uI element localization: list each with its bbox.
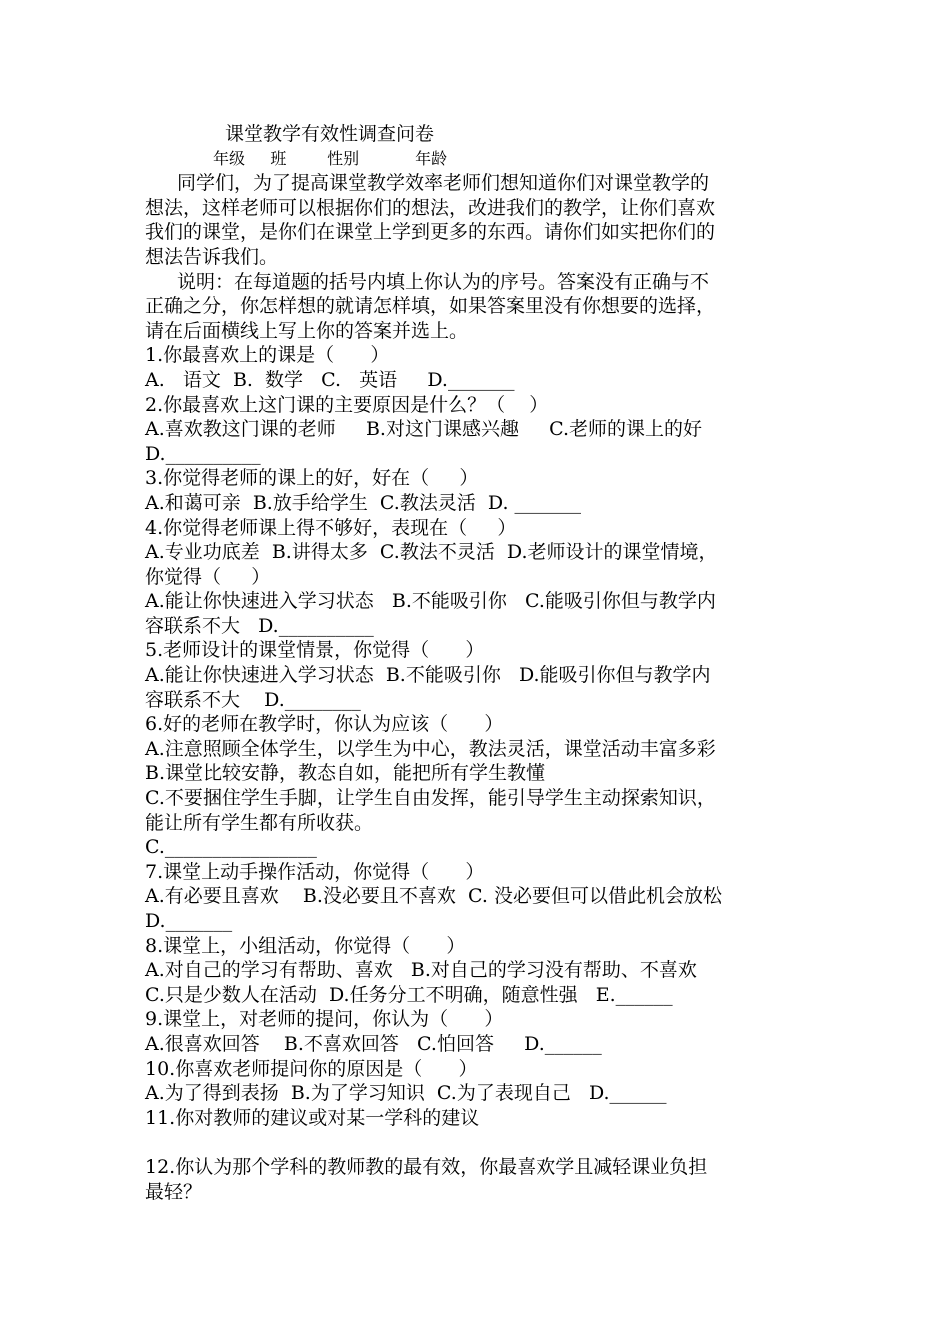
question-line: A. 语文 B. 数学 C. 英语 D._______: [145, 368, 515, 391]
intro-line: 我们的课堂，是你们在课堂上学到更多的东西。请你们如实把你们的: [145, 221, 716, 244]
question-line: A.注意照顾全体学生，以学生为中心，教法灵活，课堂活动丰富多彩: [145, 737, 716, 760]
question-line: 9.课堂上，对老师的提问，你认为（ ）: [145, 1008, 504, 1031]
question-line: 1.你最喜欢上的课是（ ）: [145, 344, 390, 367]
intro-line: 想法告诉我们。: [145, 245, 279, 268]
question-line: C.只是少数人在活动 D.任务分工不明确，随意性强 E.______: [145, 983, 673, 1006]
question-line: A.能让你快速进入学习状态 B.不能吸引你 D.能吸引你但与教学内: [145, 664, 711, 687]
student-info-fields: 年级 班 性别 年龄: [213, 148, 448, 168]
question-line: D.__________: [145, 442, 261, 465]
question-line: 4.你觉得老师课上得不够好，表现在（ ）: [145, 516, 517, 539]
question-line: 容联系不大 D.__________: [145, 614, 374, 637]
question-line: C.不要捆住学生手脚，让学生自由发挥，能引导学生主动探索知识，: [145, 787, 716, 810]
question-line: 7.课堂上动手操作活动，你觉得（ ）: [145, 860, 485, 883]
question-line: A.对自己的学习有帮助、喜欢 B.对自己的学习没有帮助、不喜欢: [145, 959, 697, 982]
note-line: 说明：在每道题的括号内填上你认为的序号。答案没有正确与不: [177, 270, 710, 293]
question-line: 2.你最喜欢上这门课的主要原因是什么？（ ）: [145, 393, 549, 416]
question-line: 6.好的老师在教学时，你认为应该（ ）: [145, 713, 504, 736]
question-line: A.能让你快速进入学习状态 B.不能吸引你 C.能吸引你但与教学内: [145, 590, 716, 613]
question-line: A.有必要且喜欢 B.没必要且不喜欢 C. 没必要但可以借此机会放松: [145, 885, 722, 908]
question-line: 5.老师设计的课堂情景，你觉得（ ）: [145, 639, 485, 662]
question-line: 能让所有学生都有所收获。: [145, 811, 374, 834]
document-title: 课堂教学有效性调查问卷: [225, 123, 435, 145]
question-line: B.课堂比较安静，教态自如，能把所有学生教懂: [145, 762, 546, 785]
question-line: D._______: [145, 910, 233, 932]
question-line: 10.你喜欢老师提问你的原因是（ ）: [145, 1057, 478, 1080]
question-line: A.和蔼可亲 B.放手给学生 C.教法灵活 D. _______: [145, 491, 582, 514]
intro-line: 同学们，为了提高课堂教学效率老师们想知道你们对课堂教学的: [177, 172, 710, 195]
question-line: 容联系不大 D.________: [145, 688, 361, 711]
question-line: 11.你对教师的建议或对某一学科的建议: [145, 1106, 480, 1129]
note-line: 正确之分，你怎样想的就请怎样填，如果答案里没有你想要的选择，: [145, 295, 716, 318]
question-line: 你觉得（ ）: [145, 565, 271, 588]
question-line: 12.你认为那个学科的教师教的最有效，你最喜欢学且减轻课业负担: [145, 1155, 708, 1178]
question-line: A.专业功底差 B.讲得太多 C.教法不灵活 D.老师设计的课堂情境，: [145, 541, 718, 564]
question-line: C.________________: [145, 836, 317, 859]
question-line: 最轻？: [145, 1180, 203, 1203]
intro-line: 想法，这样老师可以根据你们的想法，改进我们的教学，让你们喜欢: [145, 196, 716, 219]
blank-line: [145, 1130, 815, 1155]
question-line: A.很喜欢回答 B.不喜欢回答 C.怕回答 D.______: [145, 1032, 602, 1055]
note-line: 请在后面横线上写上你的答案并选上。: [145, 319, 469, 342]
question-line: 3.你觉得老师的课上的好，好在（ ）: [145, 467, 479, 490]
question-line: A.为了得到表扬 B.为了学习知识 C.为了表现自己 D.______: [145, 1082, 667, 1105]
document-page: [145, 122, 815, 1204]
question-line: 8.课堂上，小组活动，你觉得（ ）: [145, 934, 466, 957]
question-line: A.喜欢教这门课的老师 B.对这门课感兴趣 C.老师的课上的好: [145, 418, 703, 441]
